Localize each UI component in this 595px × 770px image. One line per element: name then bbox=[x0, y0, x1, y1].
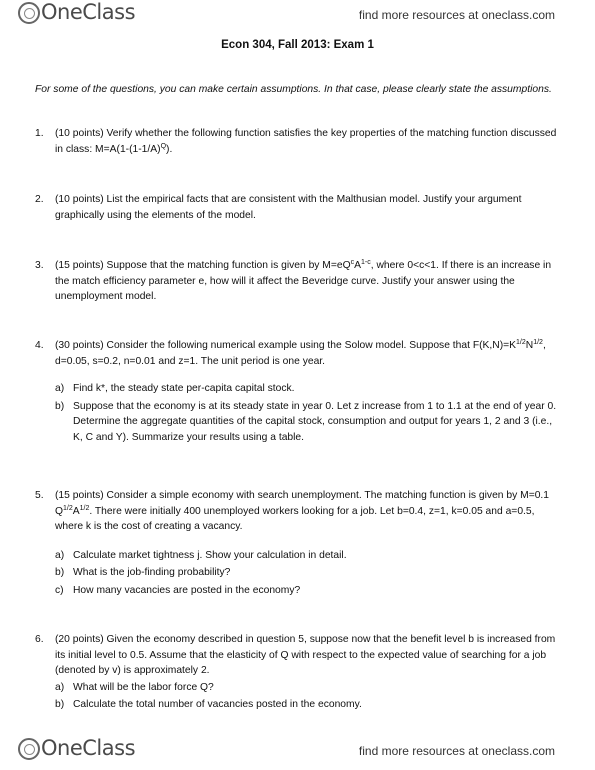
sub-question bbox=[55, 381, 560, 397]
sub-question bbox=[55, 399, 560, 446]
sub-question bbox=[55, 565, 560, 581]
sub-question bbox=[55, 548, 560, 564]
question-5 bbox=[35, 488, 560, 598]
question-text: (15 points) Consider a simple economy with search unemployment. The matching function is given by M=0.1 Q bbox=[55, 490, 550, 517]
page-title: Econ 304, Fall 2013: Exam 1 bbox=[221, 39, 374, 51]
superscript: Q bbox=[160, 142, 167, 150]
sub-question-text: Calculate market tightness j. Show your calculation in detail. bbox=[73, 549, 347, 561]
sub-question bbox=[55, 583, 560, 599]
sub-question-letter: a) bbox=[55, 383, 65, 394]
question-6 bbox=[35, 632, 560, 713]
exam-instructions: For some of the questions, you can make certain assumptions. In that case, please clearly state the assumptions. bbox=[35, 84, 552, 95]
logo-text: OneClass bbox=[41, 736, 136, 761]
sub-question-text: How many vacancies are posted in the economy? bbox=[73, 584, 301, 596]
question-text: (20 points) Given the economy described in question 5, suppose now that the benefit level b is increased from its initial level to 0.5. Assume that the elasticity of Q with respect to the expected value of searching for a job (denoted by v) is approximately 2. bbox=[55, 634, 556, 676]
question-text-tail: , d=0.05, s=0.2, n=0.01 and z=1. The unit period is one year. bbox=[55, 340, 546, 367]
question-text: (10 points) List the empirical facts that are consistent with the Malthusian model. Justify your argument graphically using the elements of the model. bbox=[55, 194, 522, 221]
question-number: 1. bbox=[35, 128, 44, 139]
question-number: 4. bbox=[35, 340, 44, 351]
question-number: 5. bbox=[35, 490, 44, 501]
sub-question-letter: b) bbox=[55, 400, 65, 412]
question-text-tail: ). bbox=[166, 143, 173, 155]
superscript: 1-c bbox=[361, 259, 371, 266]
sub-question-text: What is the job-finding probability? bbox=[73, 567, 231, 578]
superscript: c bbox=[350, 259, 355, 266]
logo-ring-icon bbox=[18, 2, 40, 24]
superscript: 1/2 bbox=[533, 339, 543, 346]
oneclass-logo-footer[interactable] bbox=[18, 738, 135, 760]
sub-question-text: Suppose that the economy is at its steady state in year 0. Let z increase from 1 to 1.1 at the end of year 0. Determine the aggregate quantities of the capital stock, consumption and output for years 1, 2 and 3 (i.e., K, C and Y). Summarize your results using a table. bbox=[73, 400, 557, 443]
sub-question-letter: b) bbox=[55, 567, 65, 578]
question-3 bbox=[35, 258, 560, 305]
oneclass-logo[interactable] bbox=[18, 2, 135, 24]
question-2 bbox=[35, 192, 560, 223]
question-number: 2. bbox=[35, 194, 44, 205]
sub-question-letter: a) bbox=[55, 549, 65, 561]
question-number: 6. bbox=[35, 634, 44, 645]
superscript: 1/2 bbox=[79, 504, 90, 512]
logo-text: OneClass bbox=[41, 0, 136, 25]
superscript: 1/2 bbox=[516, 339, 526, 346]
question-text: (15 points) Suppose that the matching function is given by M=eQ bbox=[55, 260, 351, 271]
sub-question-letter: a) bbox=[55, 681, 65, 693]
question-text: (30 points) Consider the following numerical example using the Solow model. Suppose that F(K,N)=K bbox=[55, 340, 517, 351]
sub-question bbox=[55, 697, 560, 713]
find-more-link[interactable]: find more resources at oneclass.com bbox=[358, 8, 555, 22]
sub-question-text: Find k*, the steady state per-capita capital stock. bbox=[73, 383, 295, 394]
question-text: (10 points) Verify whether the following function satisfies the key properties of the matching function discussed in class: M=A(1-(1-1/A) bbox=[55, 128, 557, 155]
question-1 bbox=[35, 126, 560, 157]
logo-ring-icon bbox=[18, 738, 40, 760]
sub-question-letter: b) bbox=[55, 699, 65, 710]
superscript: 1/2 bbox=[63, 504, 73, 512]
sub-question-text: Calculate the total number of vacancies posted in the economy. bbox=[73, 699, 362, 710]
sub-question-text: What will be the labor force Q? bbox=[73, 681, 214, 693]
question-text-tail: , where 0<c<1. If there is an increase in the match efficiency parameter e, how will it affect the Beveridge curve. Justify your answer using the unemployment model. bbox=[55, 260, 552, 302]
question-text-2: A bbox=[354, 260, 362, 271]
question-4 bbox=[35, 338, 560, 445]
question-text-tail: . There were initially 400 unemployed workers looking for a job. Let b=0.4, z=1, k=0.05 and a=0.5, where k is the cost of creating a vacancy. bbox=[55, 505, 535, 532]
find-more-link-footer[interactable]: find more resources at oneclass.com bbox=[358, 744, 555, 758]
question-text-2: A bbox=[72, 505, 80, 517]
question-text-2: N bbox=[525, 340, 534, 351]
sub-question-letter: c) bbox=[55, 584, 64, 596]
sub-question bbox=[55, 680, 560, 696]
question-number: 3. bbox=[35, 260, 44, 271]
